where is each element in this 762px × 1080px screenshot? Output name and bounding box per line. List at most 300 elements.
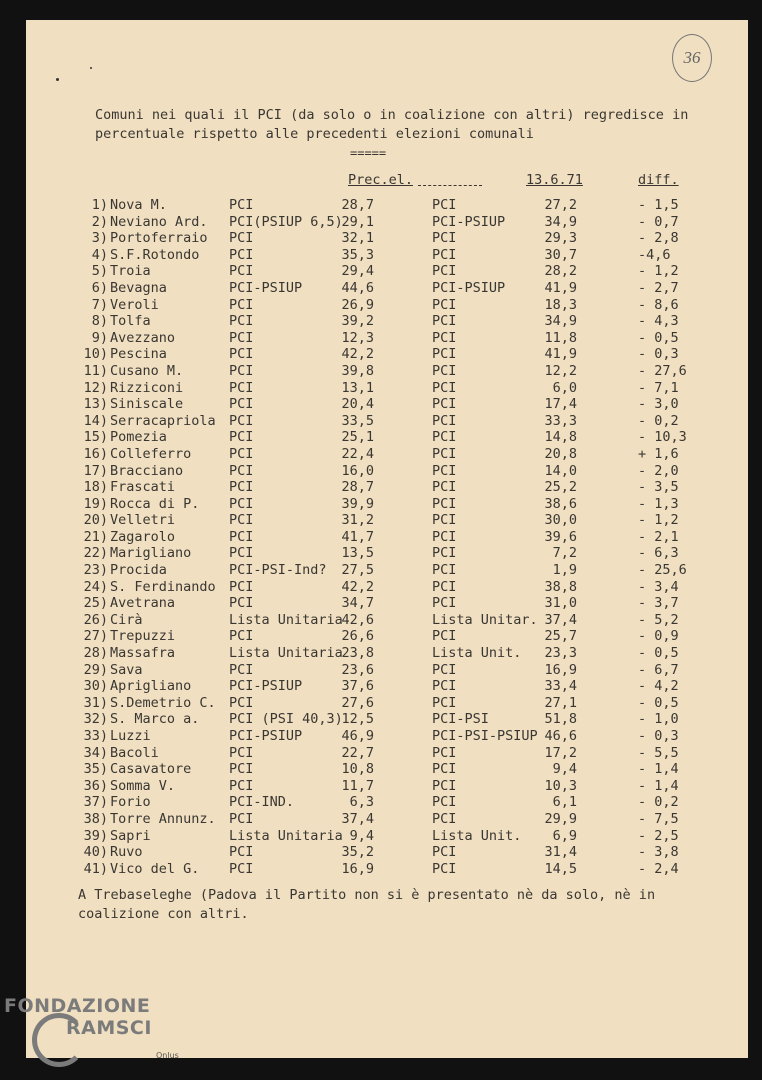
prev-party: PCI-IND.: [229, 794, 295, 811]
new-percent: 33,4: [544, 678, 577, 695]
table-row: [26, 230, 748, 247]
table-row: [26, 313, 748, 330]
new-party: PCI: [432, 744, 457, 761]
new-party: PCI: [432, 761, 457, 778]
comune-name: S. Ferdinando: [110, 578, 216, 595]
row-number: 10): [83, 346, 108, 363]
new-party: PCI-PSI-PSIUP: [432, 728, 538, 744]
new-percent: 6,1: [552, 794, 577, 811]
table-row: [26, 828, 748, 845]
prev-percent: 42,2: [341, 346, 374, 363]
prev-percent: 34,7: [341, 595, 374, 612]
new-party: PCI: [432, 678, 457, 695]
prev-party: PCI: [229, 429, 254, 446]
comune-name: Pomezia: [110, 429, 167, 446]
prev-percent: 35,2: [341, 844, 374, 861]
new-percent: 41,9: [544, 346, 577, 363]
difference: - 10,3: [638, 429, 687, 446]
row-number: 22): [83, 545, 108, 562]
difference: - 3,4: [638, 578, 679, 595]
comune-name: Ruvo: [110, 844, 143, 861]
row-number: 28): [83, 645, 108, 662]
difference: - 1,2: [638, 512, 679, 529]
prev-percent: 27,5: [341, 562, 374, 579]
table-row: [26, 479, 748, 496]
row-number: 31): [83, 694, 108, 711]
new-percent: 34,9: [544, 213, 577, 230]
new-party: PCI: [432, 562, 457, 579]
new-percent: 37,4: [544, 611, 577, 628]
row-number: 39): [83, 827, 108, 844]
results-table: [26, 197, 748, 877]
new-party: PCI: [432, 794, 457, 811]
new-percent: 9,4: [552, 761, 577, 778]
row-number: 24): [83, 578, 108, 595]
new-party: PCI: [432, 661, 457, 678]
new-percent: 41,9: [544, 279, 577, 296]
comune-name: Trepuzzi: [110, 628, 176, 645]
table-row: [26, 263, 748, 280]
prev-percent: 11,7: [341, 777, 374, 794]
header-underline-gap: [418, 185, 482, 186]
prev-party: PCI: [229, 412, 254, 429]
row-number: 12): [83, 379, 108, 396]
table-row: [26, 346, 748, 363]
row-number: 3): [91, 230, 108, 247]
row-number: 20): [83, 512, 108, 529]
prev-percent: 32,1: [341, 230, 374, 247]
new-party: PCI: [432, 595, 457, 612]
prev-party: PCI-PSIUP: [229, 728, 303, 744]
prev-percent: 41,7: [341, 528, 374, 545]
comune-name: Procida: [110, 562, 167, 579]
comune-name: Frascati: [110, 479, 176, 496]
prev-percent: 29,1: [341, 213, 374, 230]
prev-percent: 20,4: [341, 396, 374, 413]
new-percent: 6,0: [552, 379, 577, 396]
new-party: PCI: [432, 462, 457, 479]
difference: - 0,7: [638, 213, 679, 230]
new-party: PCI: [432, 545, 457, 562]
logo-text-line1: FONDAZIONE: [4, 995, 151, 1017]
new-percent: 17,2: [544, 744, 577, 761]
prev-party: PCI: [229, 313, 254, 330]
prev-party: PCI-PSI-Ind?: [229, 562, 327, 579]
new-percent: 51,8: [544, 711, 577, 728]
new-percent: 38,8: [544, 578, 577, 595]
table-row: [26, 297, 748, 314]
prev-percent: 22,7: [341, 744, 374, 761]
prev-party: PCI: [229, 512, 254, 529]
table-row: [26, 247, 748, 264]
comune-name: Vico del G.: [110, 860, 200, 877]
prev-party: PCI: [229, 578, 254, 595]
row-number: 30): [83, 678, 108, 695]
difference: - 1,4: [638, 761, 679, 778]
difference: - 0,2: [638, 794, 679, 811]
difference: - 7,5: [638, 810, 679, 827]
comune-name: Sapri: [110, 827, 151, 844]
difference: + 1,6: [638, 445, 679, 462]
table-row: [26, 695, 748, 712]
difference: - 2,4: [638, 860, 679, 877]
difference: - 1,3: [638, 495, 679, 512]
row-number: 21): [83, 528, 108, 545]
table-row: [26, 844, 748, 861]
table-row: [26, 794, 748, 811]
prev-party: PCI: [229, 595, 254, 612]
prev-party: PCI: [229, 379, 254, 396]
prev-party: PCI: [229, 362, 254, 379]
new-party: PCI: [432, 694, 457, 711]
table-row: [26, 496, 748, 513]
row-number: 33): [83, 728, 108, 744]
comune-name: Cirà: [110, 611, 143, 628]
difference: - 0,5: [638, 645, 679, 662]
row-number: 41): [83, 860, 108, 877]
comune-name: Marigliano: [110, 545, 192, 562]
difference: - 2,0: [638, 462, 679, 479]
prev-percent: 39,9: [341, 495, 374, 512]
comune-name: Troia: [110, 263, 151, 280]
row-number: 15): [83, 429, 108, 446]
difference: - 3,7: [638, 595, 679, 612]
new-percent: 16,9: [544, 661, 577, 678]
prev-party: PCI-PSIUP: [229, 678, 303, 695]
table-row: [26, 628, 748, 645]
new-percent: 17,4: [544, 396, 577, 413]
new-party: PCI: [432, 197, 457, 213]
prev-party: PCI-PSIUP: [229, 279, 303, 296]
difference: - 2,5: [638, 827, 679, 844]
new-party: Lista Unit.: [432, 827, 522, 844]
prev-percent: 13,5: [341, 545, 374, 562]
table-row: [26, 662, 748, 679]
difference: - 1,2: [638, 263, 679, 280]
table-row: [26, 446, 748, 463]
new-percent: 14,5: [544, 860, 577, 877]
comune-name: Tolfa: [110, 313, 151, 330]
new-party: PCI: [432, 429, 457, 446]
prev-percent: 23,8: [341, 645, 374, 662]
new-party: PCI: [432, 412, 457, 429]
table-row: [26, 645, 748, 662]
table-row: [26, 711, 748, 728]
table-row: [26, 778, 748, 795]
ink-dot: [56, 78, 59, 81]
comune-name: Neviano Ard.: [110, 213, 208, 230]
comune-name: S.Demetrio C.: [110, 694, 216, 711]
prev-party: PCI: [229, 479, 254, 496]
new-percent: 34,9: [544, 313, 577, 330]
new-party: PCI-PSI: [432, 711, 489, 728]
difference: - 4,2: [638, 678, 679, 695]
prev-party: PCI: [229, 628, 254, 645]
comune-name: Somma V.: [110, 777, 176, 794]
new-percent: 33,3: [544, 412, 577, 429]
prev-party: PCI: [229, 810, 254, 827]
prev-party: PCI: [229, 844, 254, 861]
comune-name: Rizziconi: [110, 379, 184, 396]
comune-name: Bacoli: [110, 744, 159, 761]
table-row: [26, 579, 748, 596]
difference: - 0,3: [638, 346, 679, 363]
comune-name: Rocca di P.: [110, 495, 200, 512]
new-percent: 30,7: [544, 246, 577, 263]
row-number: 34): [83, 744, 108, 761]
new-percent: 29,3: [544, 230, 577, 247]
table-row: [26, 214, 748, 231]
prev-party: PCI: [229, 346, 254, 363]
comune-name: Zagarolo: [110, 528, 176, 545]
table-row: [26, 861, 748, 878]
ink-dot: [90, 67, 92, 69]
comune-name: Avezzano: [110, 329, 176, 346]
comune-name: Avetrana: [110, 595, 176, 612]
row-number: 1): [91, 197, 108, 213]
difference: - 1,4: [638, 777, 679, 794]
prev-percent: 46,9: [341, 728, 374, 744]
difference: - 6,7: [638, 661, 679, 678]
new-percent: 31,4: [544, 844, 577, 861]
title-underline: =====: [350, 146, 387, 160]
new-percent: 46,6: [544, 728, 577, 744]
difference: - 0,5: [638, 694, 679, 711]
prev-percent: 22,4: [341, 445, 374, 462]
prev-percent: 28,7: [341, 479, 374, 496]
table-row: [26, 728, 748, 745]
prev-percent: 12,5: [341, 711, 374, 728]
new-percent: 25,7: [544, 628, 577, 645]
table-row: [26, 413, 748, 430]
new-party: PCI: [432, 379, 457, 396]
new-party: PCI: [432, 246, 457, 263]
difference: - 3,0: [638, 396, 679, 413]
prev-percent: 39,2: [341, 313, 374, 330]
new-percent: 12,2: [544, 362, 577, 379]
row-number: 32): [83, 711, 108, 728]
new-party: PCI-PSIUP: [432, 279, 506, 296]
table-row: [26, 678, 748, 695]
watermark-logo: [0, 995, 200, 1075]
comune-name: Siniscale: [110, 396, 184, 413]
prev-party: PCI: [229, 661, 254, 678]
prev-percent: 28,7: [341, 197, 374, 213]
header-diff: diff.: [638, 172, 679, 188]
table-row: [26, 330, 748, 347]
new-percent: 7,2: [552, 545, 577, 562]
prev-percent: 33,5: [341, 412, 374, 429]
prev-party: PCI: [229, 246, 254, 263]
new-party: PCI: [432, 396, 457, 413]
header-date: 13.6.71: [526, 172, 583, 188]
new-party: PCI: [432, 263, 457, 280]
new-percent: 10,3: [544, 777, 577, 794]
difference: - 0,5: [638, 329, 679, 346]
prev-party: PCI: [229, 230, 254, 247]
new-percent: 25,2: [544, 479, 577, 496]
difference: - 7,1: [638, 379, 679, 396]
prev-percent: 10,8: [341, 761, 374, 778]
prev-party: PCI: [229, 777, 254, 794]
prev-party: PCI: [229, 445, 254, 462]
comune-name: Sava: [110, 661, 143, 678]
comune-name: Serracapriola: [110, 412, 216, 429]
new-party: PCI: [432, 313, 457, 330]
row-number: 40): [83, 844, 108, 861]
row-number: 37): [83, 794, 108, 811]
new-party: PCI: [432, 777, 457, 794]
row-number: 9): [91, 329, 108, 346]
prev-percent: 27,6: [341, 694, 374, 711]
new-party: PCI: [432, 230, 457, 247]
difference: - 1,0: [638, 711, 679, 728]
table-row: [26, 396, 748, 413]
new-party: PCI: [432, 810, 457, 827]
prev-percent: 42,6: [341, 611, 374, 628]
comune-name: Forio: [110, 794, 151, 811]
row-number: 25): [83, 595, 108, 612]
new-party: Lista Unit.: [432, 645, 522, 662]
prev-percent: 29,4: [341, 263, 374, 280]
prev-percent: 26,6: [341, 628, 374, 645]
comune-name: Portoferraio: [110, 230, 208, 247]
logo-text-line2: RAMSCI: [66, 1017, 152, 1039]
difference: - 5,2: [638, 611, 679, 628]
new-percent: 11,8: [544, 329, 577, 346]
prev-party: PCI: [229, 495, 254, 512]
new-percent: 31,0: [544, 595, 577, 612]
prev-party: PCI: [229, 263, 254, 280]
prev-percent: 6,3: [349, 794, 374, 811]
prev-party: Lista Unitaria: [229, 611, 343, 628]
difference: - 25,6: [638, 562, 687, 579]
comune-name: Bevagna: [110, 279, 167, 296]
new-party: PCI: [432, 528, 457, 545]
prev-party: PCI (PSI 40,3): [229, 711, 343, 728]
row-number: 23): [83, 562, 108, 579]
table-row: [26, 512, 748, 529]
logo-subtext: Onlus: [156, 1051, 179, 1060]
prev-percent: 13,1: [341, 379, 374, 396]
new-party: PCI: [432, 495, 457, 512]
difference: -4,6: [638, 246, 671, 263]
row-number: 26): [83, 611, 108, 628]
table-row: [26, 429, 748, 446]
new-percent: 20,8: [544, 445, 577, 462]
difference: - 0,9: [638, 628, 679, 645]
row-number: 38): [83, 810, 108, 827]
new-party: PCI: [432, 445, 457, 462]
row-number: 8): [91, 313, 108, 330]
prev-party: PCI: [229, 860, 254, 877]
comune-name: Nova M.: [110, 197, 167, 213]
new-party: PCI: [432, 578, 457, 595]
prev-party: PCI: [229, 528, 254, 545]
table-row: [26, 545, 748, 562]
row-number: 13): [83, 396, 108, 413]
prev-percent: 37,6: [341, 678, 374, 695]
difference: - 8,6: [638, 296, 679, 313]
comune-name: Cusano M.: [110, 362, 184, 379]
new-percent: 30,0: [544, 512, 577, 529]
new-party: PCI: [432, 860, 457, 877]
new-percent: 18,3: [544, 296, 577, 313]
row-number: 17): [83, 462, 108, 479]
table-row: [26, 363, 748, 380]
prev-party: Lista Unitaria: [229, 827, 343, 844]
row-number: 7): [91, 296, 108, 313]
difference: - 2,7: [638, 279, 679, 296]
prev-percent: 35,3: [341, 246, 374, 263]
prev-party: PCI: [229, 329, 254, 346]
comune-name: Bracciano: [110, 462, 184, 479]
difference: - 3,8: [638, 844, 679, 861]
new-party: PCI: [432, 329, 457, 346]
table-row: [26, 745, 748, 762]
comune-name: S.F.Rotondo: [110, 246, 200, 263]
row-number: 18): [83, 479, 108, 496]
table-row: [26, 811, 748, 828]
prev-party: PCI: [229, 694, 254, 711]
difference: - 5,5: [638, 744, 679, 761]
difference: - 4,3: [638, 313, 679, 330]
page-number: 36: [672, 34, 712, 82]
header-prev-election: Prec.el.: [348, 172, 414, 188]
difference: - 27,6: [638, 362, 687, 379]
new-percent: 27,2: [544, 197, 577, 213]
new-percent: 27,1: [544, 694, 577, 711]
row-number: 29): [83, 661, 108, 678]
prev-percent: 31,2: [341, 512, 374, 529]
row-number: 2): [91, 213, 108, 230]
new-percent: 39,6: [544, 528, 577, 545]
new-party: PCI: [432, 346, 457, 363]
row-number: 36): [83, 777, 108, 794]
new-party: PCI: [432, 296, 457, 313]
prev-percent: 37,4: [341, 810, 374, 827]
comune-name: Aprigliano: [110, 678, 192, 695]
new-percent: 38,6: [544, 495, 577, 512]
difference: - 2,1: [638, 528, 679, 545]
prev-party: Lista Unitaria: [229, 645, 343, 662]
new-party: Lista Unitar.: [432, 611, 538, 628]
row-number: 19): [83, 495, 108, 512]
difference: - 0,3: [638, 728, 679, 744]
comune-name: Luzzi: [110, 728, 151, 744]
comune-name: Casavatore: [110, 761, 192, 778]
new-party: PCI-PSIUP: [432, 213, 506, 230]
row-number: 14): [83, 412, 108, 429]
comune-name: Pescina: [110, 346, 167, 363]
prev-percent: 12,3: [341, 329, 374, 346]
prev-percent: 39,8: [341, 362, 374, 379]
table-row: [26, 197, 748, 214]
prev-party: PCI(PSIUP 6,5): [229, 213, 343, 230]
difference: - 6,3: [638, 545, 679, 562]
prev-percent: 16,0: [341, 462, 374, 479]
document-page: [26, 20, 748, 1058]
difference: - 3,5: [638, 479, 679, 496]
prev-party: PCI: [229, 197, 254, 213]
difference: - 0,2: [638, 412, 679, 429]
comune-name: S. Marco a.: [110, 711, 200, 728]
table-row: [26, 380, 748, 397]
new-percent: 1,9: [552, 562, 577, 579]
new-party: PCI: [432, 362, 457, 379]
new-party: PCI: [432, 628, 457, 645]
new-percent: 28,2: [544, 263, 577, 280]
